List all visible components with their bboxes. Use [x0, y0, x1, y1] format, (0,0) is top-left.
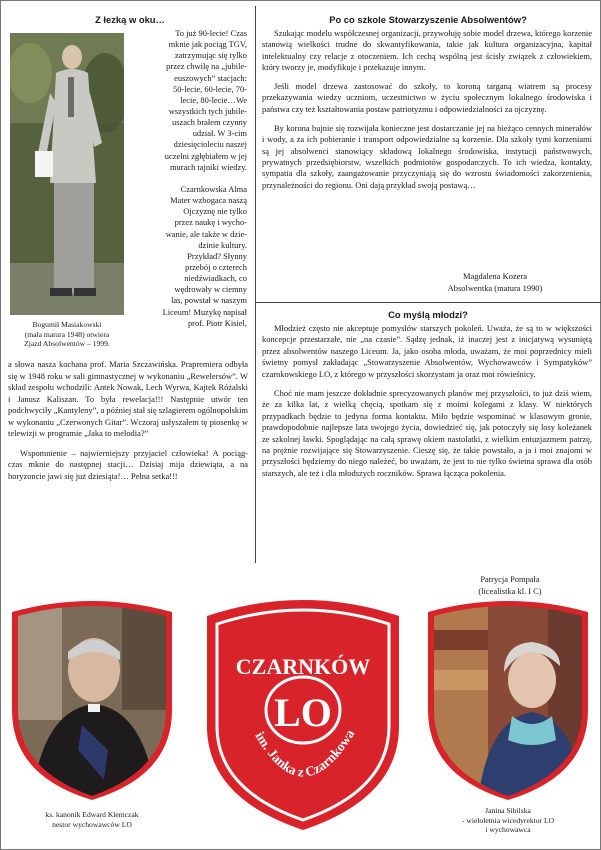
portrait-woman-image	[428, 600, 588, 800]
left-photo-caption-line-3: Zjazd Absolwentów – 1999.	[24, 339, 110, 349]
right-top-article-title: Po co szkole Stowarzyszenie Absolwentów?	[329, 14, 527, 25]
narrow-column-line: euszowych” stacjach:	[174, 72, 247, 83]
right-top-paragraph-1: Szukając modelu współczesnej organizacji, przywołuję sobie model drzewa, którego korzenie stanowią wielkości trudne do skwantyfikowania, takie jak kultura organizacyjna, kapitał intelektualny czy relacje z otoczeniem. Ich cechą wspólną jest ścisły związek z człowiekiem, który tworzy je, modyfikuje i przekazuje innym.	[262, 28, 592, 72]
left-photo-caption-line-2: (mała matura 1948) otwiera	[24, 329, 110, 339]
right-bottom-author-block	[440, 573, 580, 597]
narrow-column-line: uszach brałem czynny	[172, 117, 247, 128]
narrow-column-line: Mater wzbogaca naszą	[170, 195, 247, 206]
narrow-column-line: zatrzymując się tylko	[174, 50, 247, 61]
right-bottom-article-body	[262, 323, 592, 479]
right-top-author-note: Absolwentka (matura 1990)	[447, 283, 543, 293]
right-portrait-caption-line-3: i wychowawca	[485, 825, 531, 835]
left-article-body	[8, 359, 248, 482]
narrow-column-line: przez naukę i wycho-	[174, 217, 247, 228]
left-article-narrow-column	[132, 28, 247, 329]
right-top-paragraph-2: Jeśli model drzewa zastosować do szkoły, to koroną targaną wiatrem są procesy przekazywania wiedzy uczniom, uczestnictwo w życiu społecznym lokalnego środowiska i państwa czy też kształtowania postaw patriotyzmu i odpowiedzialności za ojczyznę.	[262, 81, 592, 114]
portrait-shield-sibilska	[428, 600, 588, 800]
narrow-column-line: Czarnkowska Alma	[180, 183, 247, 194]
right-portrait-caption	[428, 806, 588, 835]
right-bottom-author-note: (licealistka kl. I C)	[478, 586, 542, 596]
right-top-paragraph-3: By korona bujnie się rozwijała konieczne jest dostarczanie jej na bieżąco cennych minerałów i wody, a za ich pobieranie i transport odpowiedzialne są korzenie. Dla szkoły tymi korzeniami są jej absolwenci stanowiący składową lokalnego środowiska, instytucji państwowych, prywatnych przedsiębiorstw, wszelkich podmiotów gospodarczych. To ich wiedza, kontakty, sympatia dla szkoły, zaangażowanie przyczyniają się do wzrostu świadomości zakorzenienia, przynależności do regionu. Oni dają przykład swoją postawą…	[262, 123, 592, 190]
school-emblem-shield	[203, 598, 403, 832]
emblem-town: CZARNKÓW	[235, 654, 371, 679]
narrow-column-line: lecie, 80-lecie…We	[180, 94, 247, 105]
right-bottom-paragraph-1: Młodzież często nie akceptuje pomysłów starszych pokoleń. Uważa, że są to w większości koncepcje przestarzałe, nie „na czasie”. Sądzę jednak, iż inaczej jest z inicjatywą wysuniętą przez absolwentów naszego Liceum. Ja, jako osoba młoda, uważam, że moi poprzednicy mieli świetny pomysł zakładając „Stowarzyszenie Absolwentów, Wychowawców i Sympatyków” czarnkowskiego LO, z którego w przyszłości skorzystam ja oraz moi rówieśnicy.	[262, 323, 592, 379]
photo-man-at-podium-image	[10, 33, 124, 315]
left-portrait-caption	[12, 810, 172, 829]
narrow-column-line: mknie jak pociąg TGV,	[168, 39, 247, 50]
left-article-paragraph-2: Wspomnienie – najwierniejszy przyjaciel człowieka! A pociąg-czas mknie do następnej stacji… Dzisiaj mija dziewiąta, a na horyzoncie jawi się już dziesiąta!… Pełna setka!!!	[8, 447, 248, 481]
narrow-column-line: udział. W 3-cim	[192, 128, 247, 139]
narrow-column-line: To już 90-lecie! Czas	[175, 28, 247, 38]
left-photo-caption-line-1: Bogumił Masiakowski	[32, 320, 102, 329]
portrait-shield-klemczak	[12, 600, 172, 800]
narrow-column-line: wędrowały w ciemny	[174, 284, 247, 295]
narrow-column-line: dzinie kultury.	[198, 239, 247, 250]
right-top-author: Magdalena Kozera	[463, 271, 527, 281]
left-portrait-caption-line-2: nestor wychowawców LO	[52, 819, 132, 829]
emblem-school: LO	[274, 690, 332, 735]
left-article-title: Z łezką w oku…	[95, 14, 165, 25]
right-portrait-caption-line-2: - wieloletnia wicedyrektor LO	[461, 815, 555, 825]
column-divider	[255, 6, 256, 563]
narrow-column-line: przez chwilę na „jubile-	[166, 61, 247, 72]
narrow-column-line: wszystkich tych jubile-	[168, 105, 247, 116]
right-bottom-author: Patrycja Pompała	[480, 574, 540, 584]
right-portrait-caption-line-1: Janina Sibilska	[485, 806, 531, 815]
narrow-column-line: dziesięcioleciu naszej	[173, 139, 247, 150]
narrow-column-line: murach tajniki wiedzy.	[169, 161, 247, 172]
narrow-column-line: niedźwiadkach, co	[184, 273, 247, 284]
narrow-column-line: wanie, ale także w dzie-	[165, 228, 247, 239]
narrow-column-line: uczelni zgłębiałem w jej	[164, 150, 247, 161]
emblem-patron: im. Janka z Czarnkowa	[252, 726, 358, 780]
left-photo-caption	[8, 320, 126, 349]
narrow-column-line: Przykład? Słynny	[187, 250, 247, 261]
narrow-column-line	[132, 173, 247, 184]
narrow-column-line: Ojczyznę nie tylko	[183, 206, 247, 217]
narrow-column-line: prof. Piotr Kisiel,	[187, 317, 247, 328]
section-divider	[255, 302, 601, 303]
narrow-column-line: 50-lecie, 60-lecie, 70-	[172, 83, 247, 94]
photo-bogumil-masiakowski	[10, 33, 124, 315]
left-article-paragraph-1: a słowa nasza kochana prof. Maria Szczawińska. Prapremiera odbyła się w 1948 roku w sali gimnastycznej w wykonaniu „Rewelersów”. W skład zespołu wchodzili: Antek Nowak, Lech Wyrwa, Kajtek Różalski i Janusz Kaliszan. To była rewelacja!!! Następnie utwór ten podchwyciły „Kantyleny”, a później stał się szlagierem ogólnopolskim w wykonaniu „Czerwonych Gitar”. Wczoraj usłyszałem tę piosenkę w telewizji w programie „Jaka to melodia?”	[8, 359, 248, 438]
narrow-column-line: przebój o czterech	[185, 261, 247, 272]
portrait-priest-image	[12, 600, 172, 800]
right-bottom-article-title: Co myślą młodzi?	[388, 309, 468, 320]
left-portrait-caption-line-1: ks. kanonik Edward Klemczak	[45, 810, 139, 819]
school-emblem	[203, 598, 403, 832]
narrow-column-line: Liceum! Muzykę napisał	[162, 306, 247, 317]
right-top-author-block	[420, 270, 570, 294]
right-bottom-paragraph-2: Choć nie mam jeszcze dokładnie sprecyzowanych planów mej przyszłości, to już dziś wiem, że za kilka lat, z wielką chęcią, spotkam się z moimi kolegami z klasy. W niektórych przypadkach będzie to jedyna forma kontaktu. Miło będzie wspominać w klasowym gronie, prawdopodobnie najlepsze lata swojego życia, dowiedzieć się, jak potoczyły się losy koleżanek ze szkolnej ławki. Spoglądając na całą sprawę okiem nastolatki, z wielkim entuzjazmem patrzę, na prężnie rozwijające się Stowarzyszenie. Cieszę się, że takie powstało, a ja i moi znajomi w przyszłości będziemy do niego należeć, bo uważam, że jest to nie tylko świetna sprawa dla osób starszych, ale też i dla młodszych roczników. Sprawa łącząca pokolenia.	[262, 388, 592, 478]
right-top-article-body	[262, 28, 592, 191]
narrow-column-line: las, powstał w naszym	[171, 295, 247, 306]
